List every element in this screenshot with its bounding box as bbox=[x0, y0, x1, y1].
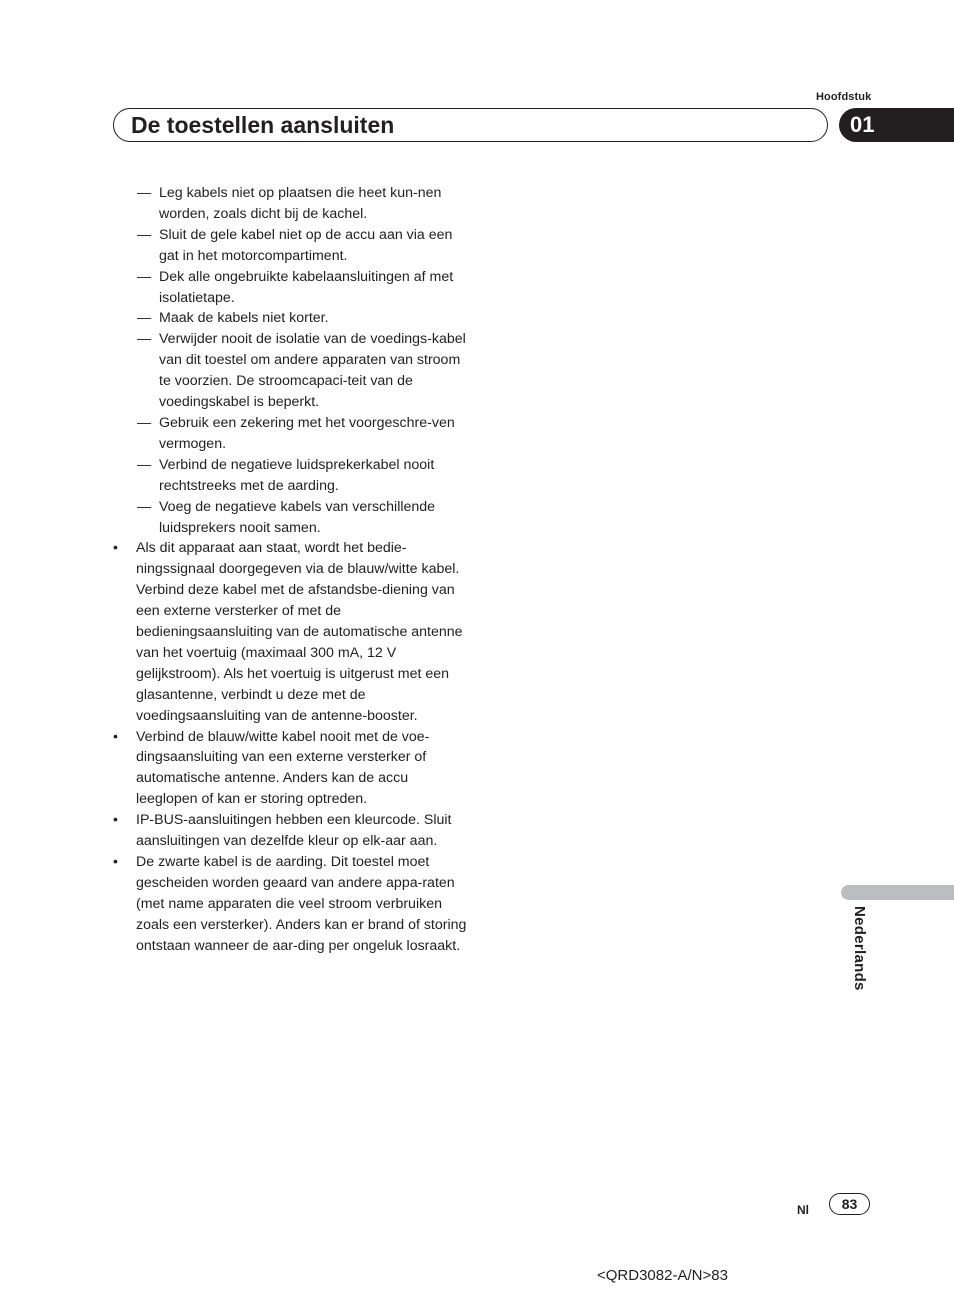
dash-item-text: Dek alle ongebruikte kabelaansluitingen af met isolatietape. bbox=[159, 268, 454, 306]
dash-item-text: Maak de kabels niet korter. bbox=[159, 310, 329, 327]
dash-marker: — bbox=[137, 310, 152, 327]
bullet-list-item bbox=[108, 538, 468, 726]
language-tab bbox=[841, 885, 954, 900]
language-label: Nederlands bbox=[851, 906, 868, 991]
dash-list-item bbox=[108, 183, 468, 225]
dash-marker: — bbox=[137, 498, 152, 515]
page-number: 83 bbox=[829, 1193, 870, 1215]
dash-list-item bbox=[108, 267, 468, 309]
bullet-list bbox=[108, 538, 468, 956]
dash-marker: — bbox=[137, 185, 152, 201]
body-text bbox=[108, 183, 468, 957]
chapter-number: 01 bbox=[850, 112, 875, 137]
dash-item-text: Voeg de negatieve kabels van verschillende luidsprekers nooit samen. bbox=[159, 498, 436, 536]
dash-marker: — bbox=[137, 331, 152, 348]
bullet-marker: • bbox=[113, 812, 118, 829]
dash-item-text: Gebruik een zekering met het voorgeschre-ven vermogen. bbox=[159, 414, 455, 452]
bullet-item-text: De zwarte kabel is de aarding. Dit toestel moet gescheiden worden geaard van andere appa-raten (met name apparaten die veel stroom verbruiken zoals een versterker). Anders kan er brand of storing ontstaan wanneer de aar-ding per ongeluk losraakt. bbox=[136, 854, 467, 954]
dash-marker: — bbox=[137, 456, 152, 473]
page-title: De toestellen aansluiten bbox=[131, 112, 395, 138]
dash-item-text: Verbind de negatieve luidsprekerkabel nooit rechtstreeks met de aarding. bbox=[159, 456, 435, 494]
dash-list-item bbox=[108, 225, 468, 267]
dash-list-item bbox=[108, 329, 468, 413]
dash-list-item bbox=[108, 455, 468, 497]
bullet-item-text: IP-BUS-aansluitingen hebben een kleurcode. Sluit aansluitingen van dezelfde kleur op elk-aar aan. bbox=[136, 812, 452, 850]
bullet-marker: • bbox=[113, 854, 118, 870]
dash-marker: — bbox=[137, 226, 152, 243]
dash-list bbox=[108, 183, 468, 538]
dash-marker: — bbox=[137, 268, 152, 285]
bullet-marker: • bbox=[113, 540, 118, 557]
bullet-list-item bbox=[108, 810, 468, 852]
bullet-item-text: Als dit apparaat aan staat, wordt het bedie-ningssignaal doorgegeven via de blauw/witte kabel. Verbind deze kabel met de afstandsbe-diening van een externe versterker of met de bedieningsaansluiting van de automatische antenne van het voertuig (maximaal 300 mA, 12 V gelijkstroom). Als het voertuig is uitgerust met een glasantenne, verbindt u deze met de voedingsaansluiting van de antenne-booster. bbox=[136, 540, 463, 724]
page-language-code: Nl bbox=[797, 1203, 809, 1217]
dash-marker: — bbox=[137, 414, 152, 431]
dash-item-text: Verwijder nooit de isolatie van de voedings-kabel van dit toestel om andere apparaten van stroom te voorzien. De stroomcapaci-teit van de voedingskabel is beperkt. bbox=[159, 331, 466, 411]
chapter-label: Hoofdstuk bbox=[816, 91, 872, 103]
dash-list-item bbox=[108, 497, 468, 539]
dash-list-item bbox=[108, 308, 468, 329]
bullet-list-item bbox=[108, 852, 468, 957]
bullet-item-text: Verbind de blauw/witte kabel nooit met de voe-dingsaansluiting van een externe versterker of automatische antenne. Anders kan de accu leeglopen of kan er storing optreden. bbox=[136, 728, 430, 808]
dash-item-text: Sluit de gele kabel niet op de accu aan via een gat in het motorcompartiment. bbox=[159, 226, 453, 264]
bullet-list-item bbox=[108, 727, 468, 811]
dash-item-text: Leg kabels niet op plaatsen die heet kun-nen worden, zoals dicht bij de kachel. bbox=[159, 185, 442, 222]
dash-list-item bbox=[108, 413, 468, 455]
bullet-marker: • bbox=[113, 728, 118, 745]
document-code: <QRD3082-A/N>83 bbox=[597, 1267, 728, 1284]
